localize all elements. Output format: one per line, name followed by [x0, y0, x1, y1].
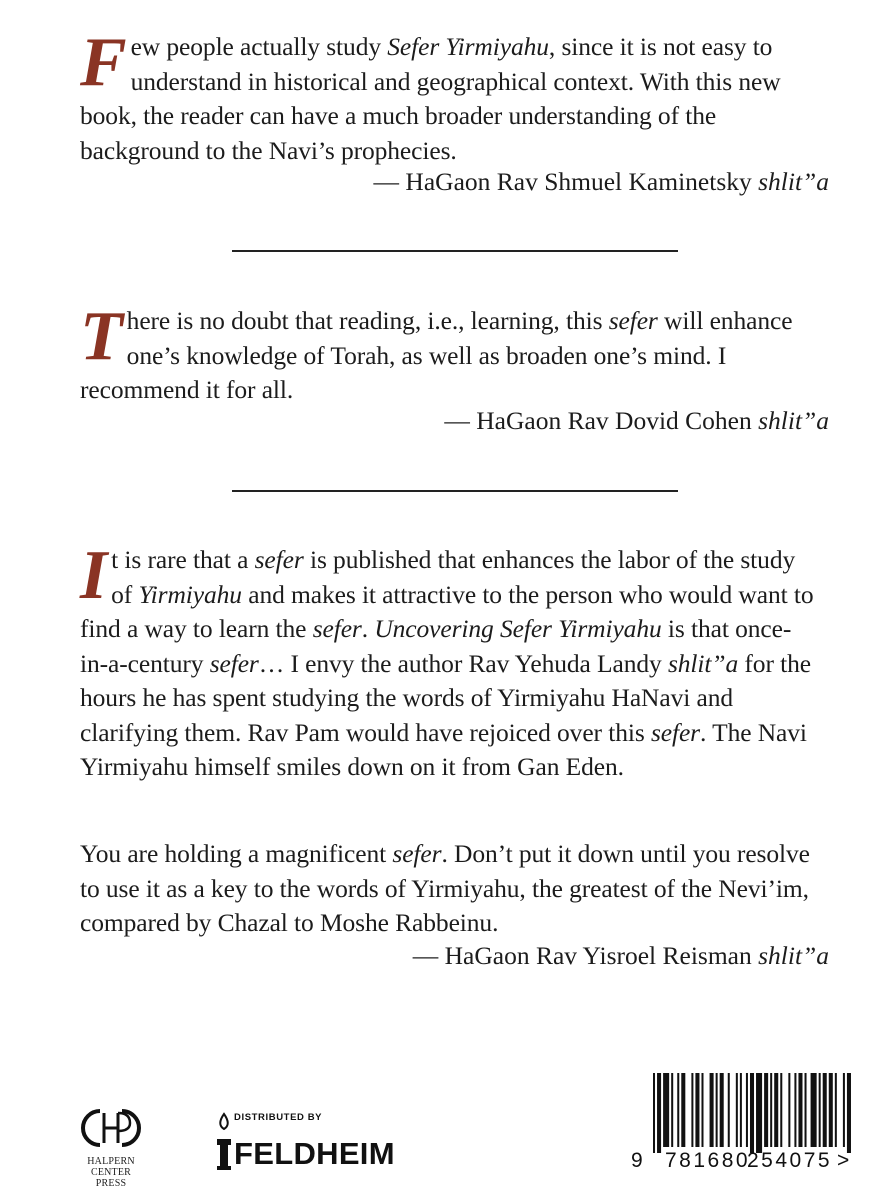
attribution-2-honorific: shlit”a — [758, 406, 829, 435]
barcode-bar — [740, 1073, 742, 1147]
publisher-name-line2: CENTER PRESS — [90, 1167, 132, 1189]
barcode-bar — [657, 1073, 661, 1153]
text-run: , since it is not easy to understand in historical and geographical context. With this new book, the reader can have a much broader understanding of the background to the Navi’s prophecies. — [80, 32, 781, 165]
dropcap-f: F — [80, 24, 127, 101]
quote-1 — [80, 24, 815, 168]
barcode-bar — [746, 1073, 748, 1147]
candle-icon — [215, 1112, 233, 1172]
attribution-2 — [444, 404, 829, 438]
barcode-bar — [695, 1073, 699, 1147]
italic-run: sefer — [312, 614, 362, 643]
barcode-bar — [843, 1073, 845, 1147]
text-run: is that once-in-a-century — [80, 614, 792, 678]
isbn-barcode — [629, 1073, 859, 1183]
barcode-bar — [681, 1073, 685, 1147]
distributor-logo — [215, 1112, 405, 1172]
barcode-bar — [847, 1073, 851, 1153]
barcode-bar — [728, 1073, 730, 1147]
italic-run: shlit”a — [667, 648, 739, 678]
italic-run: sefer — [650, 717, 701, 747]
quote-2 — [80, 298, 815, 408]
barcode-bar — [720, 1073, 724, 1147]
barcode-bar — [736, 1073, 738, 1147]
barcode-bar — [710, 1073, 714, 1147]
italic-run: sefer — [392, 839, 442, 868]
italic-run: sefer — [209, 648, 259, 678]
barcode-bar — [829, 1073, 833, 1147]
publisher-name-line1: HALPERN — [87, 1156, 135, 1167]
barcode-bar — [701, 1073, 703, 1147]
barcode-bar — [677, 1073, 679, 1147]
barcode-bar — [770, 1073, 772, 1147]
barcode-bar — [691, 1073, 693, 1147]
italic-run: sefer — [254, 545, 304, 574]
quote-1-text — [80, 24, 781, 165]
divider-1 — [232, 250, 678, 252]
distributor-label: DISTRIBUTED BY — [234, 1112, 323, 1123]
barcode-bar — [780, 1073, 782, 1147]
attribution-2-name: — HaGaon Rav Dovid Cohen — [444, 406, 752, 435]
text-run: will enhance one’s knowledge of Torah, as well as broaden one’s mind. I recommend it for all. — [80, 306, 793, 404]
text-run: is published that enhances the labor of the study of — [111, 545, 796, 609]
attribution-3 — [413, 939, 829, 973]
dropcap-i: I — [80, 537, 108, 614]
publisher-logo — [78, 1105, 144, 1189]
barcode-bar — [716, 1073, 718, 1147]
text-run: and makes it attractive to the person who would want to find a way to learn the — [80, 579, 814, 643]
barcode-bar — [811, 1073, 817, 1147]
barcode-bar — [764, 1073, 768, 1147]
barcode-bar — [819, 1073, 821, 1147]
attribution-3-honorific: shlit”a — [758, 941, 829, 970]
distributor-name: FELDHEIM — [234, 1136, 395, 1171]
dropcap-t: T — [80, 298, 123, 375]
barcode-bar — [788, 1073, 790, 1147]
isbn-marker: > — [837, 1149, 850, 1172]
barcode-bar — [805, 1073, 807, 1147]
attribution-1-honorific: shlit”a — [758, 167, 829, 196]
attribution-3-name: — HaGaon Rav Yisroel Reisman — [412, 941, 752, 970]
barcode-bar — [671, 1073, 673, 1147]
text-run: ew people actually study — [130, 32, 388, 61]
text-run: here is no doubt that reading, i.e., learning, this — [126, 306, 609, 335]
barcode-bar — [653, 1073, 655, 1153]
text-run: . Don’t put it down until you resolve to use it as a key to the words of Yirmiyahu, the greatest of the Nevi’im, compared by Chazal to Moshe Rabbeinu. — [80, 839, 810, 937]
barcode-bar — [835, 1073, 837, 1147]
barcode-bar — [663, 1073, 669, 1147]
text-run: … I envy the author Rav Yehuda Landy — [258, 648, 668, 678]
text-run: You are holding a magnificent — [80, 839, 393, 868]
barcode-bar — [798, 1073, 802, 1147]
text-run: t is rare that a — [111, 545, 255, 574]
italic-run: Sefer Yirmiyahu — [387, 32, 549, 61]
hcp-monogram-icon — [80, 1105, 142, 1151]
quote-3-text-2 — [80, 839, 810, 937]
italic-run: Yirmiyahu — [138, 579, 242, 609]
barcode-bar — [794, 1073, 796, 1147]
quote-3 — [80, 537, 815, 785]
quote-3-continued — [80, 837, 815, 941]
isbn-group-1: 781680 — [665, 1149, 751, 1172]
barcode-bar — [823, 1073, 827, 1147]
barcode-icon — [653, 1073, 853, 1153]
divider-2 — [232, 490, 678, 492]
barcode-bar — [756, 1073, 762, 1153]
attribution-1-name: — HaGaon Rav Shmuel Kaminetsky — [373, 167, 752, 196]
isbn-group-2: 254075 — [747, 1149, 833, 1172]
quote-2-text — [80, 298, 793, 404]
barcode-bar — [774, 1073, 778, 1147]
italic-run: sefer — [608, 306, 658, 335]
text-run: . The Navi Yirmiyahu himself smiles down on it from Gan Eden. — [80, 717, 807, 781]
text-run: . — [361, 614, 375, 643]
isbn-lead-digit: 9 — [631, 1149, 643, 1172]
attribution-1 — [374, 165, 829, 199]
quote-3-text — [80, 537, 814, 781]
text-run: for the hours he has spent studying the words of Yirmiyahu HaNavi and clarifying them. Rav Pam would have rejoiced over this — [80, 648, 811, 747]
italic-run: Uncovering Sefer Yirmiyahu — [374, 614, 662, 643]
barcode-bar — [750, 1073, 754, 1153]
